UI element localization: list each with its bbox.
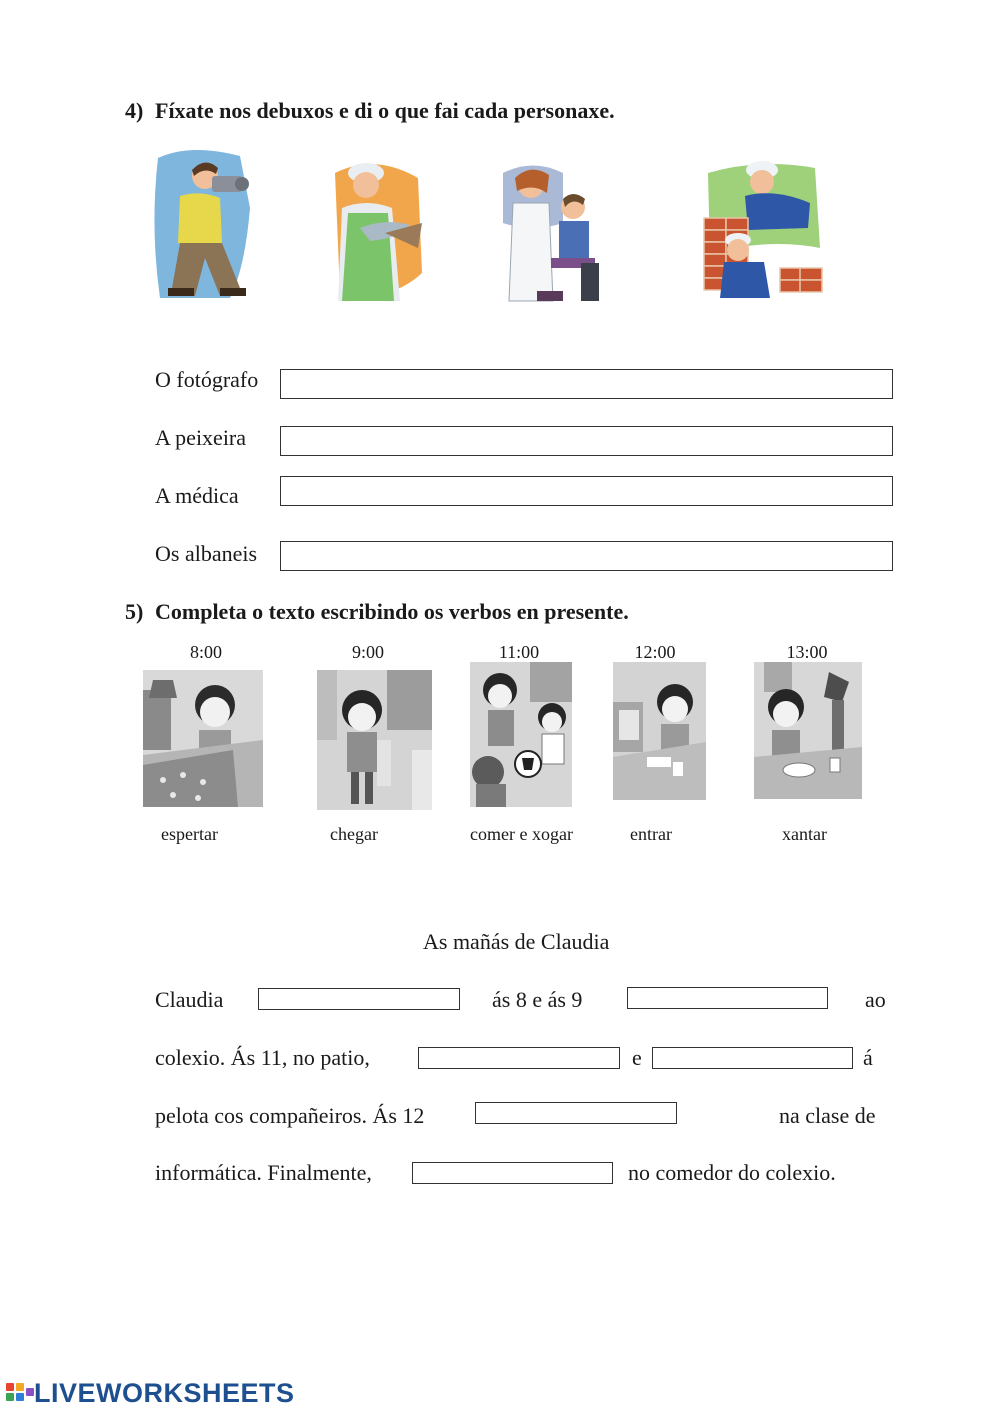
row-label-doctor: A médica (155, 483, 239, 508)
scene-verb: xantar (782, 824, 827, 844)
row-label-fishmonger: A peixeira (155, 425, 247, 450)
blank-input-4[interactable] (652, 1047, 853, 1069)
photographer-illustration (150, 148, 255, 303)
story-text: no comedor do colexio. (628, 1160, 836, 1185)
story-text: ás 8 e ás 9 (492, 987, 583, 1012)
answer-input-doctor[interactable] (280, 476, 893, 506)
answer-input-photographer[interactable] (280, 369, 893, 399)
story-text: ao (865, 987, 886, 1012)
scene-time: 12:00 (634, 642, 676, 662)
exercise-5-instruction: Completa o texto escribindo os verbos en presente. (155, 599, 629, 624)
scene-lunch-illustration (754, 662, 862, 799)
exercise-5-heading (125, 599, 629, 625)
story-text: e (632, 1045, 642, 1070)
exercise-4-number: 4) (125, 98, 144, 123)
blank-input-1[interactable] (258, 988, 460, 1010)
scene-arrive-illustration (317, 670, 432, 810)
fishmonger-illustration (330, 153, 425, 303)
scene-verb: entrar (630, 824, 672, 844)
scene-time: 13:00 (786, 642, 828, 662)
doctor-illustration (493, 163, 603, 303)
exercise-5-number: 5) (125, 599, 144, 624)
scene-verb: comer e xogar (470, 824, 573, 844)
blank-input-6[interactable] (412, 1162, 613, 1184)
scene-verb: espertar (161, 824, 218, 844)
blank-input-2[interactable] (627, 987, 828, 1009)
answer-input-fishmonger[interactable] (280, 426, 893, 456)
story-text: á (863, 1045, 873, 1070)
story-text: na clase de (779, 1103, 876, 1128)
answer-input-bricklayers[interactable] (280, 541, 893, 571)
bricklayers-illustration (700, 158, 825, 300)
exercise-4-heading (125, 98, 615, 124)
scene-time: 11:00 (498, 642, 540, 662)
row-label-photographer: O fotógrafo (155, 367, 259, 392)
blank-input-3[interactable] (418, 1047, 620, 1069)
scene-wake-up-illustration (143, 670, 263, 807)
liveworksheets-logo-text: LIVEWORKSHEETS (34, 1378, 295, 1408)
row-label-bricklayers: Os albaneis (155, 541, 258, 566)
story-text: informática. Finalmente, (155, 1160, 372, 1185)
blank-input-5[interactable] (475, 1102, 677, 1124)
story-text: colexio. Ás 11, no patio, (155, 1045, 370, 1070)
scene-play-illustration (470, 662, 572, 807)
scene-computer-illustration (613, 662, 706, 800)
scene-time: 8:00 (189, 642, 222, 662)
exercise-4-instruction: Fíxate nos debuxos e di o que fai cada personaxe. (155, 98, 615, 123)
story-text: Claudia (155, 987, 224, 1012)
scene-time: 9:00 (351, 642, 384, 662)
scene-verb: chegar (330, 824, 378, 844)
liveworksheets-logo-icon (6, 1383, 34, 1407)
story-text: pelota cos compañeiros. Ás 12 (155, 1103, 425, 1128)
story-title: As mañás de Claudia (423, 929, 610, 954)
